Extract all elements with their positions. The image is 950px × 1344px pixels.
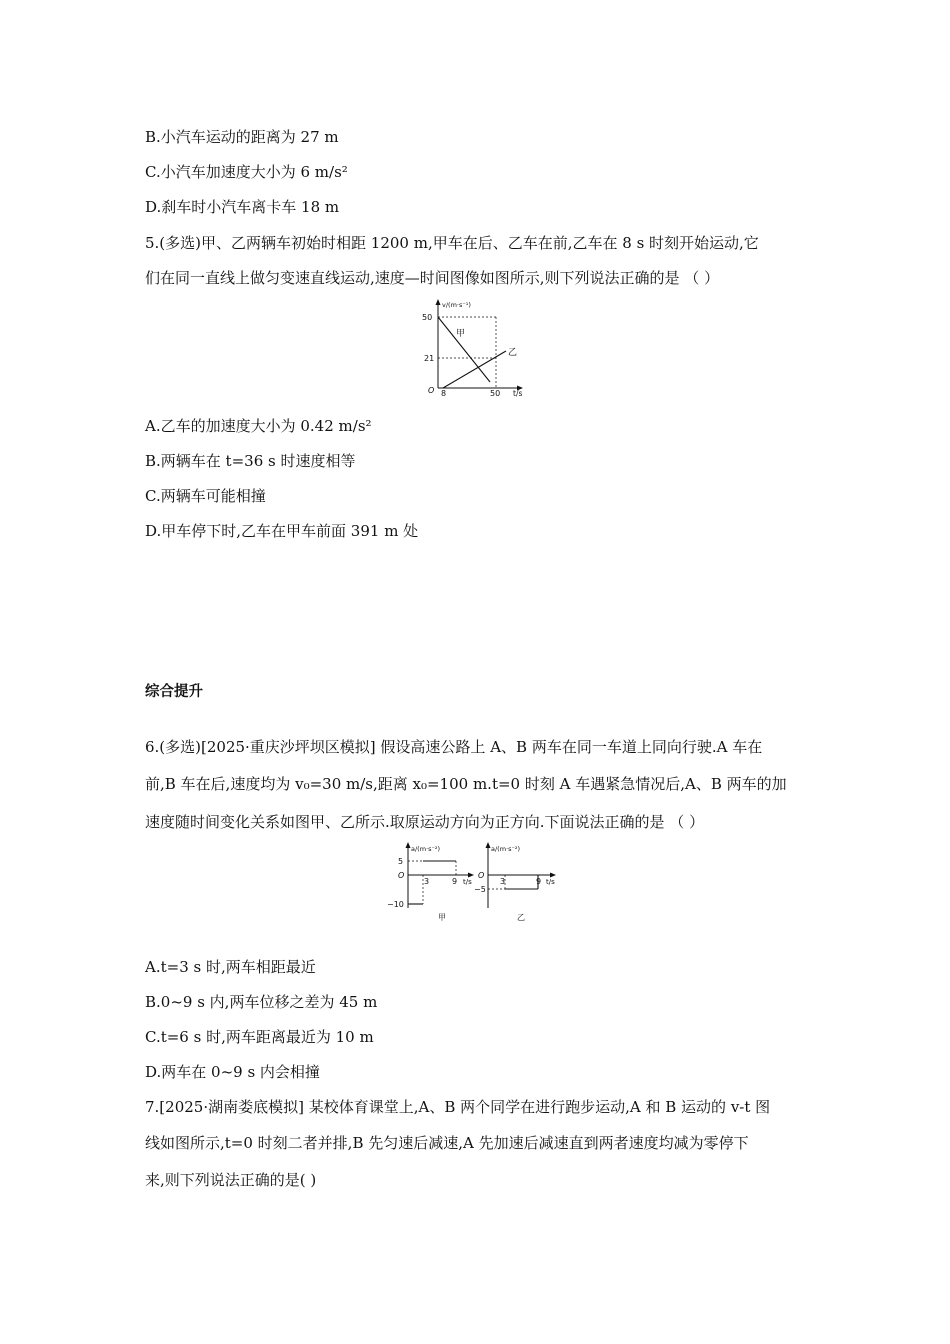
vt-xtick-8: 8 [441,389,447,398]
right-origin: O [478,871,485,880]
question-5-line-1: 5.(多选)甲、乙两辆车初始时相距 1200 m,甲车在后、乙车在前,乙车在 8 s 时刻开始运动,它 [145,234,759,252]
left-ytick-5: 5 [398,857,404,866]
vt-label-jia: 甲 [456,329,466,339]
vt-label-yi: 乙 [508,348,518,358]
question-6-line-2: 前,B 车在后,速度均为 v₀=30 m/s,距离 x₀=100 m.t=0 时刻 A 车遇紧急情况后,A、B 两车的加 [145,775,787,793]
option-c-q5: C.两辆车可能相撞 [145,487,266,505]
line-yi [443,351,506,388]
left-caption: 甲 [438,913,446,922]
option-d-q4: D.刹车时小汽车离卡车 18 m [145,198,340,216]
vt-xtick-50: 50 [490,389,501,398]
option-d-q5: D.甲车停下时,乙车在甲车前面 391 m 处 [145,522,419,540]
question-7-line-2: 线如图所示,t=0 时刻二者并排,B 先匀速后减速,A 先加速后减速直到两者速度均减为零停下 [145,1134,749,1152]
vt-ytick-21: 21 [424,354,435,363]
left-xlabel: t/s [463,878,472,886]
vt-ytick-50: 50 [422,313,433,322]
option-b-q5: B.两辆车在 t=36 s 时速度相等 [145,452,356,470]
vt-origin: O [428,386,435,395]
section-heading: 综合提升 [145,684,203,700]
at-figure-yi [474,842,556,922]
right-ytick-neg5: −5 [474,885,486,894]
vt-ylabel: v/(m·s⁻¹) [442,301,471,309]
line-jia [438,317,490,382]
question-6-line-3: 速度随时间变化关系如图甲、乙所示.取原运动方向为正方向.下面说法正确的是 （ ） [145,813,705,831]
option-c-q6: C.t=6 s 时,两车距离最近为 10 m [145,1028,374,1046]
question-7-line-1: 7.[2025·湖南娄底模拟] 某校体育课堂上,A、B 两个同学在进行跑步运动,A 和 B 运动的 v-t 图 [145,1098,771,1116]
option-c-q4: C.小汽车加速度大小为 6 m/s² [145,163,348,181]
right-caption: 乙 [517,913,525,922]
question-5-line-2: 们在同一直线上做匀变速直线运动,速度—时间图像如图所示,则下列说法正确的是 （ ） [145,269,720,287]
option-b-q6: B.0~9 s 内,两车位移之差为 45 m [145,993,378,1011]
left-ylabel: a/(m·s⁻²) [411,845,441,853]
at-figure-jia [387,842,474,922]
question-6-line-1: 6.(多选)[2025·重庆沙坪坝区模拟] 假设高速公路上 A、B 两车在同一车道上同向行驶.A 车在 [145,738,763,756]
right-ylabel: a/(m·s⁻²) [491,845,521,853]
question-7-line-3: 来,则下列说法正确的是( ) [145,1171,317,1189]
left-xtick-3: 3 [424,877,430,886]
option-a-q5: A.乙车的加速度大小为 0.42 m/s² [145,417,372,435]
y-axis-arrow [436,299,441,305]
vt-xlabel: t/s [513,389,523,398]
at-figures [383,840,568,926]
option-d-q6: D.两车在 0~9 s 内会相撞 [145,1063,320,1081]
vt-figure [420,298,535,400]
right-xtick-3: 3 [500,877,506,886]
option-a-q6: A.t=3 s 时,两车相距最近 [145,958,316,976]
left-origin: O [398,871,405,880]
left-ytick-neg10: −10 [387,900,404,909]
right-xlabel: t/s [546,878,555,886]
right-xtick-9: 9 [536,877,542,886]
left-xtick-9: 9 [452,877,458,886]
option-b-q4: B.小汽车运动的距离为 27 m [145,128,339,146]
